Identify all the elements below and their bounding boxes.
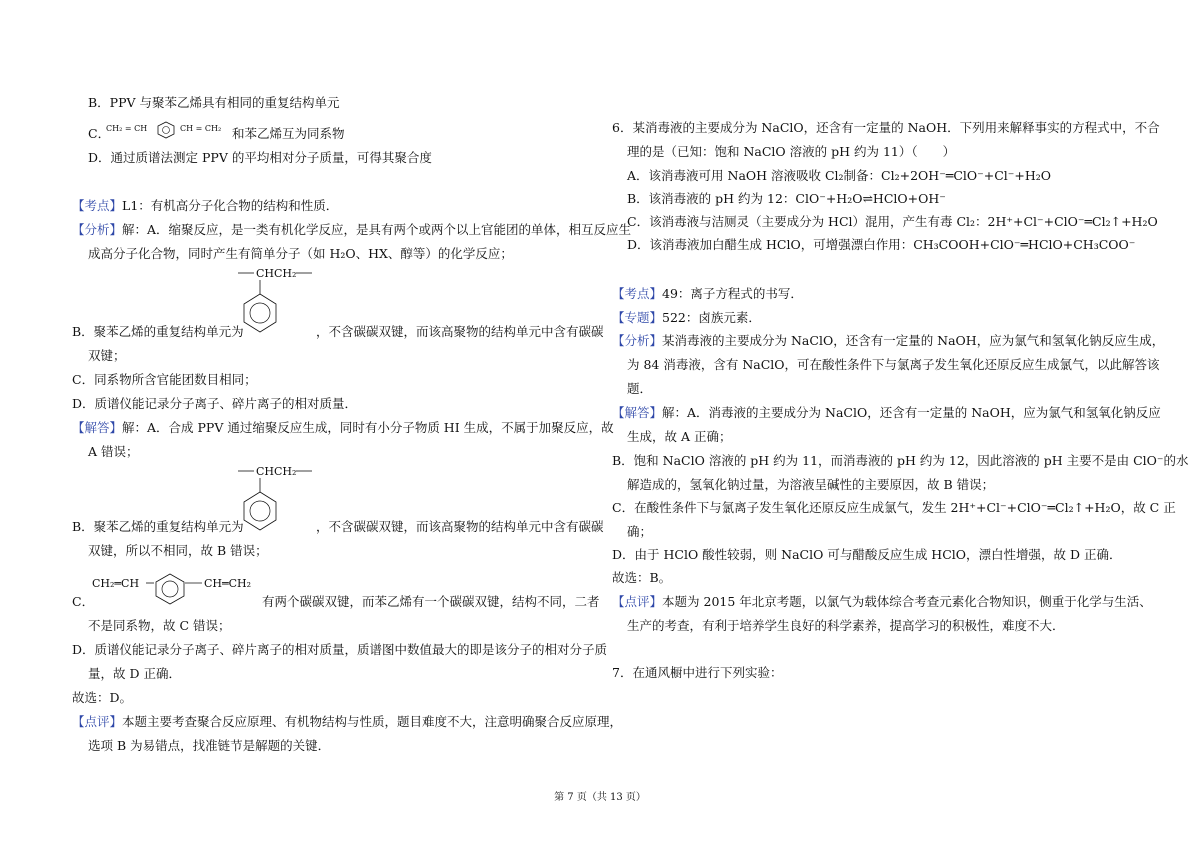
jieda-tag: 【解答】	[612, 405, 663, 420]
kaodian-text: 49：离子方程式的书写．	[662, 286, 803, 301]
fenxi-b-2: 双键；	[88, 348, 126, 363]
fenxi-left-2: 成高分子化合物，同时产生有简单分子（如 H₂O、HX、醇等）的化学反应；	[88, 246, 513, 261]
jieda-d-2: 量，故 D 正确．	[88, 666, 181, 681]
fenxi-tag: 【分析】	[612, 333, 663, 348]
question-6-option-a: A．该消毒液可用 NaOH 溶液吸收 Cl₂制备：Cl₂+2OH⁻═ClO⁻+Cl⁻+H₂O	[627, 168, 1052, 183]
kaodian-right	[612, 286, 803, 302]
question-6-line-1: 6．某消毒液的主要成分为 NaClO，还含有一定量的 NaOH．下列用来解释事实的方程式中，不合	[612, 120, 1160, 135]
option-b: B．PPV 与聚苯乙烯具有相同的重复结构单元	[88, 95, 340, 110]
question-6-option-c: C．该消毒液与洁厕灵（主要成分为 HCl）混用，产生有毒 Cl₂：2H⁺+Cl⁻+ClO⁻═Cl₂↑+H₂O	[627, 214, 1158, 229]
jieda-b-1b: ，不含碳碳双键，而该高聚物的结构单元中含有碳碳	[316, 519, 604, 534]
jieda-c-1b: 有两个碳碳双键，而苯乙烯有一个碳碳双键，结构不同，二者	[262, 594, 600, 609]
kaodian-left	[72, 198, 338, 214]
jieda-right-1	[612, 405, 1161, 421]
fenxi-d: D．质谱仪能记录分子离子、碎片离子的相对质量．	[72, 396, 358, 411]
page-footer: 第 7 页（共 13 页）	[554, 792, 646, 803]
dianping-tag: 【点评】	[72, 714, 123, 729]
jieda-c-2: 不是同系物，故 C 错误；	[88, 618, 231, 633]
question-6-option-d: D．该消毒液加白醋生成 HClO，可增强漂白作用：CH₃COOH+ClO⁻═HClO+CH₃COO⁻	[627, 237, 1136, 252]
zhuanti-tag: 【专题】	[612, 310, 663, 325]
jieda-right-b-1: B．饱和 NaClO 溶液的 pH 约为 11，而消毒液的 pH 约为 12，因此溶液的 pH 主要不是由 ClO⁻的水	[612, 453, 1189, 468]
fenxi-b-1a: B．聚苯乙烯的重复结构单元为	[72, 324, 244, 339]
jieda-text-1: 解：A．消毒液的主要成分为 NaClO，还含有一定量的 NaOH，应为氯气和氢氧化钠反应	[662, 405, 1161, 420]
fenxi-tag: 【分析】	[72, 222, 123, 237]
fenxi-text-1: 解：A．缩聚反应，是一类有机化学反应，是具有两个或两个以上官能团的单体，相互反应生	[122, 222, 632, 237]
answer-right: 故选：B。	[612, 570, 672, 585]
svg-text:CHCH₂: CHCH₂	[256, 267, 297, 280]
jieda-right-b-2: 解造成的，氢氧化钠过量，为溶液呈碱性的主要原因，故 B 错误；	[627, 477, 995, 492]
divinylbenzene-structure-small	[106, 119, 236, 141]
dianping-left-1	[72, 714, 622, 730]
jieda-b-1a: B．聚苯乙烯的重复结构单元为	[72, 519, 244, 534]
polystyrene-unit-structure-1	[236, 264, 316, 336]
jieda-right-2: 生成，故 A 正确；	[627, 429, 732, 444]
fenxi-left-1	[72, 222, 631, 238]
fenxi-right-2: 为 84 消毒液，含有 NaClO，可在酸性条件下与氯离子发生氧化还原反应生成氯气，以此解答该	[627, 357, 1160, 372]
svg-text:CH = CH₂: CH = CH₂	[180, 124, 222, 133]
fenxi-right-3: 题．	[627, 381, 653, 396]
divinylbenzene-structure-large	[92, 572, 262, 606]
kaodian-tag: 【考点】	[612, 286, 663, 301]
svg-text:CH₂═CH: CH₂═CH	[92, 577, 140, 590]
option-d: D．通过质谱法测定 PPV 的平均相对分子质量，可得其聚合度	[88, 150, 432, 165]
jieda-c-1a: C．	[72, 594, 95, 609]
option-c-text: 和苯乙烯互为同系物	[232, 126, 345, 141]
jieda-d-1: D．质谱仪能记录分子离子、碎片离子的相对质量，质谱图中数值最大的即是该分子的相对分子质	[72, 642, 608, 657]
jieda-left-1	[72, 420, 614, 436]
svg-text:CH═CH₂: CH═CH₂	[204, 577, 252, 590]
jieda-tag: 【解答】	[72, 420, 123, 435]
jieda-left-2: A 错误；	[88, 444, 139, 459]
svg-text:CH₂ = CH: CH₂ = CH	[106, 124, 148, 133]
kaodian-text: L1：有机高分子化合物的结构和性质．	[122, 198, 339, 213]
dianping-right-1	[612, 594, 1152, 610]
fenxi-c: C．同系物所含官能团数目相同；	[72, 372, 257, 387]
jieda-text-1: 解：A．合成 PPV 通过缩聚反应生成，同时有小分子物质 HI 生成，不属于加聚反应，故	[122, 420, 614, 435]
fenxi-text-1: 某消毒液的主要成分为 NaClO，还含有一定量的 NaOH，应为氯气和氢氧化钠反应生成，	[662, 333, 1165, 348]
dianping-tag: 【点评】	[612, 594, 663, 609]
question-6-option-b: B．该消毒液的 pH 约为 12：ClO⁻+H₂O⇌HClO+OH⁻	[627, 191, 946, 206]
question-6-line-2: 理的是（已知：饱和 NaClO 溶液的 pH 约为 11）（ ）	[627, 144, 956, 159]
polystyrene-unit-structure-2	[236, 462, 316, 534]
fenxi-b-1b: ，不含碳碳双键，而该高聚物的结构单元中含有碳碳	[316, 324, 604, 339]
dianping-text-1: 本题为 2015 年北京考题，以氯气为载体综合考查元素化合物知识，侧重于化学与生活、	[662, 594, 1152, 609]
svg-text:CHCH₂: CHCH₂	[256, 465, 297, 478]
question-7: 7．在通风橱中进行下列实验：	[612, 665, 783, 680]
jieda-right-c-1: C．在酸性条件下与氯离子发生氧化还原反应生成氯气，发生 2H⁺+Cl⁻+ClO⁻═Cl₂↑+H₂O，故 C 正	[612, 500, 1176, 515]
zhuanti-text: 522：卤族元素．	[662, 310, 761, 325]
option-c-label: C．	[88, 126, 111, 141]
fenxi-right-1	[612, 333, 1164, 349]
jieda-right-c-2: 确；	[627, 524, 653, 539]
dianping-text-1: 本题主要考查聚合反应原理、有机物结构与性质，题目难度不大，注意明确聚合反应原理，	[122, 714, 623, 729]
jieda-right-d: D．由于 HClO 酸性较弱，则 NaClO 可与醋酸反应生成 HClO，漂白性增强，故 D 正确．	[612, 547, 1122, 562]
answer-left: 故选：D。	[72, 690, 133, 705]
dianping-right-2: 生产的考查，有利于培养学生良好的科学素养，提高学习的积极性，难度不大．	[627, 618, 1065, 633]
jieda-b-2: 双键，所以不相同，故 B 错误；	[88, 543, 268, 558]
kaodian-tag: 【考点】	[72, 198, 123, 213]
zhuanti-right	[612, 310, 761, 326]
dianping-left-2: 选项 B 为易错点，找准链节是解题的关键．	[88, 738, 331, 753]
